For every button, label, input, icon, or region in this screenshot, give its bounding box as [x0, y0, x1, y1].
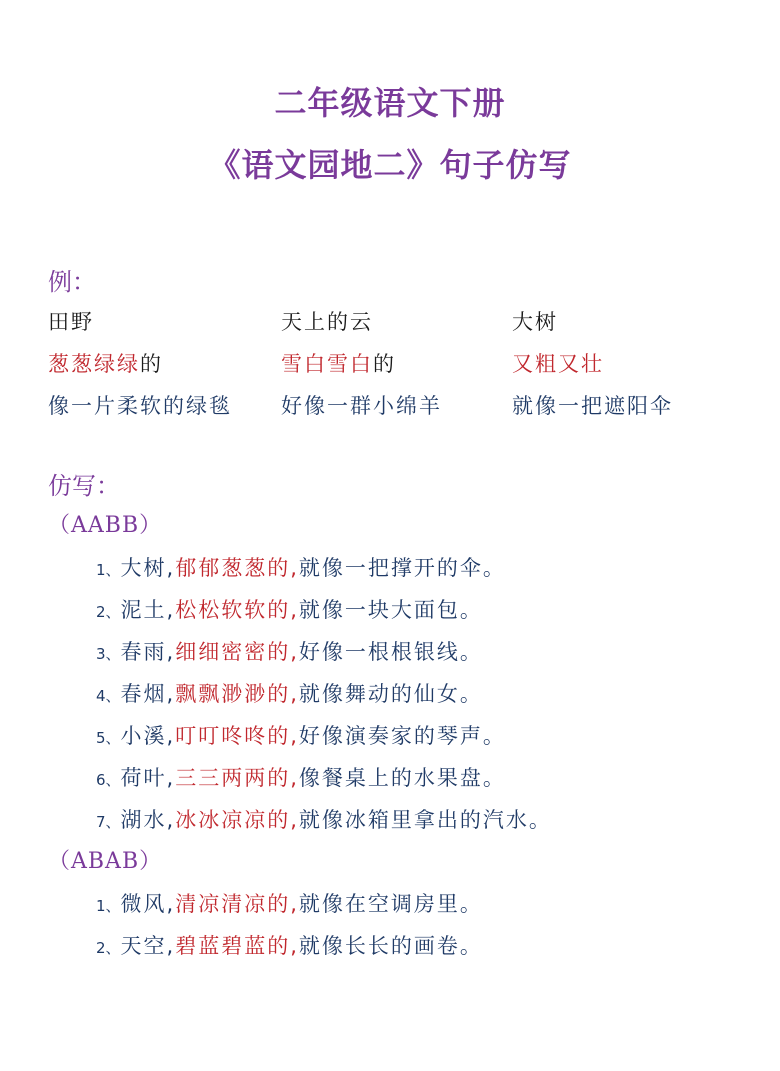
example-suffix: 的: [373, 352, 396, 376]
list-item: [96, 930, 483, 960]
item-number: 4、: [96, 687, 121, 705]
example-simile: 好像一群小绵羊: [281, 394, 442, 418]
list-item: [96, 804, 552, 834]
item-simile: 就像在空调房里。: [298, 892, 483, 916]
item-subject: 天空,: [120, 934, 176, 958]
item-subject: 春雨,: [120, 640, 176, 664]
item-number: 5、: [96, 729, 121, 747]
item-simile: 就像长长的画卷。: [298, 934, 483, 958]
list-item: [96, 636, 483, 666]
item-number: 2、: [96, 939, 121, 957]
example-reduplication: [281, 348, 396, 378]
item-number: 2、: [96, 603, 121, 621]
example-phrase: 葱葱绿绿: [48, 352, 140, 376]
list-item: [96, 762, 506, 792]
item-subject: 小溪,: [120, 724, 176, 748]
example-phrase: 雪白雪白: [281, 352, 373, 376]
item-subject: 微风,: [120, 892, 176, 916]
example-subject: 田野: [48, 310, 94, 334]
list-item: [96, 594, 483, 624]
example-suffix: 的: [140, 352, 163, 376]
item-subject: 春烟,: [120, 682, 176, 706]
item-phrase: 细细密密的,: [175, 640, 299, 664]
item-simile: 好像演奏家的琴声。: [298, 724, 506, 748]
item-simile: 好像一根根银线。: [298, 640, 483, 664]
example-reduplication: [512, 348, 604, 378]
item-phrase: 郁郁葱葱的,: [175, 556, 299, 580]
item-phrase: 叮叮咚咚的,: [175, 724, 299, 748]
pattern-label-aabb: （AABB）: [48, 513, 163, 538]
item-number: 1、: [96, 561, 121, 579]
list-item: [96, 678, 483, 708]
item-phrase: 清凉清凉的,: [175, 892, 299, 916]
item-phrase: 飘飘渺渺的,: [175, 682, 299, 706]
item-phrase: 碧蓝碧蓝的,: [175, 934, 299, 958]
page-subtitle: 《语文园地二》句子仿写: [208, 146, 572, 184]
item-simile: 就像一把撑开的伞。: [298, 556, 506, 580]
example-label: 例：: [48, 268, 96, 296]
item-simile: 就像一块大面包。: [298, 598, 483, 622]
list-item: [96, 888, 483, 918]
pattern-label-abab: （ABAB）: [48, 849, 163, 874]
imitation-label: 仿写：: [48, 472, 120, 500]
example-simile: 像一片柔软的绿毯: [48, 394, 232, 418]
item-phrase: 三三两两的,: [175, 766, 299, 790]
item-subject: 荷叶,: [120, 766, 176, 790]
example-subject: 天上的云: [281, 310, 373, 334]
page-title: 二年级语文下册: [274, 84, 506, 122]
example-phrase: 又粗又壮: [512, 352, 604, 376]
item-number: 3、: [96, 645, 121, 663]
item-phrase: 松松软软的,: [175, 598, 299, 622]
item-simile: 像餐桌上的水果盘。: [298, 766, 506, 790]
item-phrase: 冰冰凉凉的,: [175, 808, 299, 832]
list-item: [96, 552, 506, 582]
item-subject: 大树,: [120, 556, 176, 580]
item-number: 7、: [96, 813, 121, 831]
item-subject: 湖水,: [120, 808, 176, 832]
item-number: 1、: [96, 897, 121, 915]
example-simile: 就像一把遮阳伞: [512, 394, 673, 418]
example-reduplication: [48, 348, 163, 378]
item-number: 6、: [96, 771, 121, 789]
list-item: [96, 720, 506, 750]
example-subject: 大树: [512, 310, 558, 334]
item-subject: 泥土,: [120, 598, 176, 622]
item-simile: 就像冰箱里拿出的汽水。: [298, 808, 552, 832]
item-simile: 就像舞动的仙女。: [298, 682, 483, 706]
